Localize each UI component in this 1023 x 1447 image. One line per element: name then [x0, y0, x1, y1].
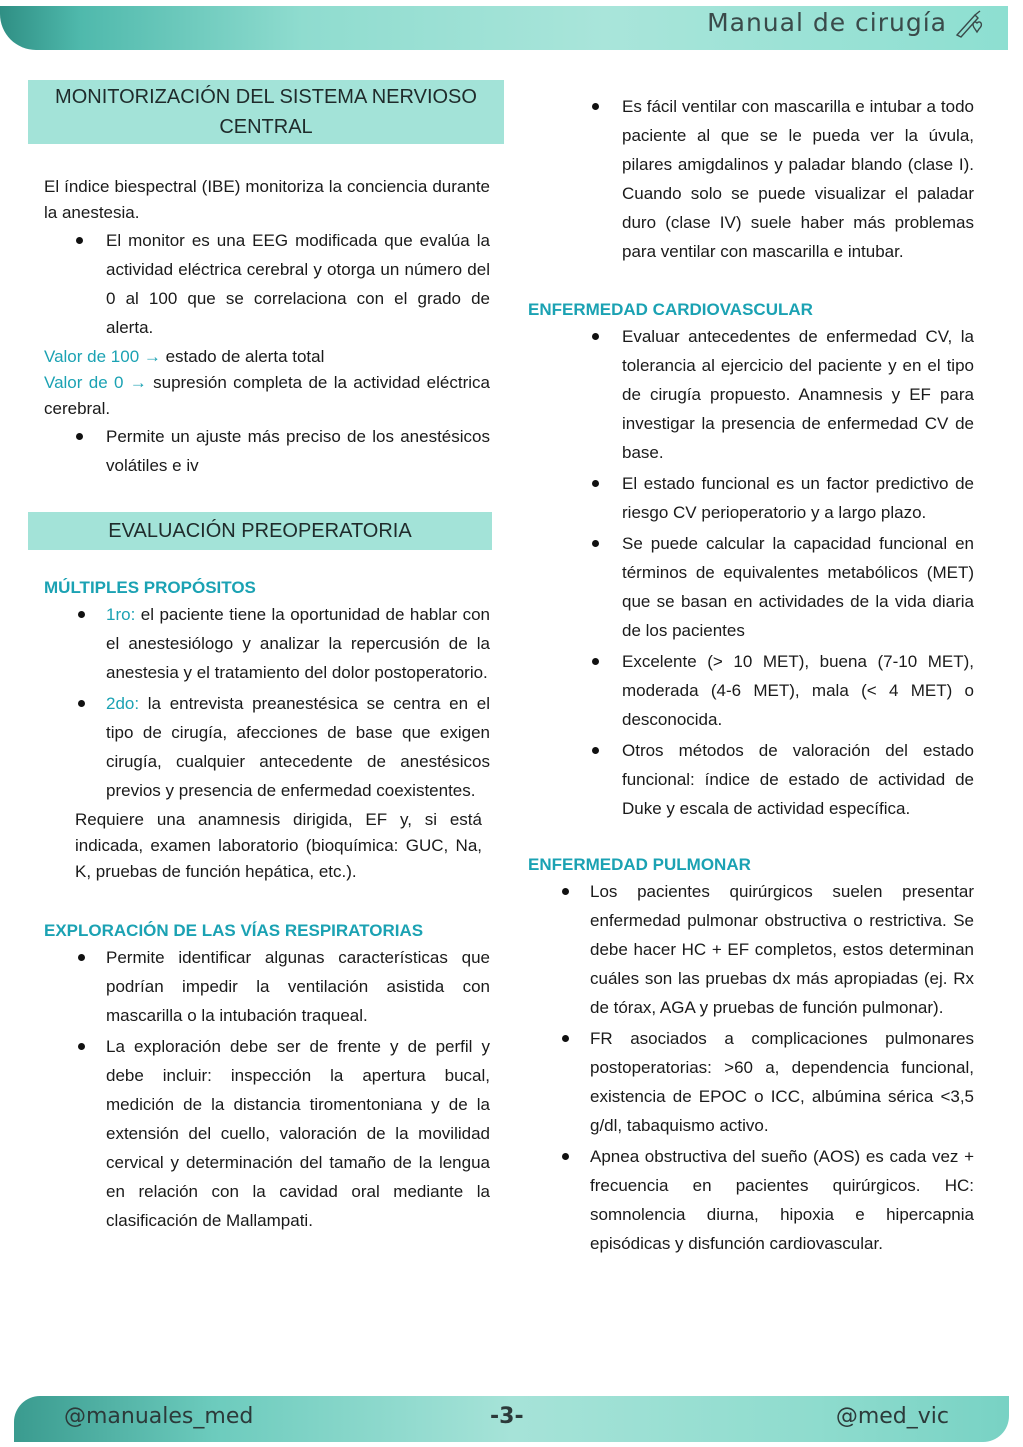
bullet-icon	[76, 433, 83, 440]
list-item	[44, 422, 490, 480]
list-item-text: La exploración debe ser de frente y de perfil y debe incluir: inspección la apertura bucal, medición de la distancia tiromentoniana y de la extensión del cuello, valoración de la movilidad cervical y determinación del tamaño de la lengua en relación con la cavidad oral mediante la clasificación de Mallampati.	[106, 1037, 490, 1230]
list-item	[528, 877, 974, 1022]
list-item	[44, 943, 490, 1030]
list-item-text: El monitor es una EEG modificada que evalúa la actividad eléctrica cerebral y otorga un número del 0 al 100 que se correlaciona con el grado de alerta.	[106, 231, 490, 337]
bullet-icon	[76, 237, 83, 244]
list-item	[44, 689, 490, 805]
subheading-multiples: MÚLTIPLES PROPÓSITOS	[44, 578, 256, 597]
footer-handle-right: @med_vic	[835, 1404, 949, 1429]
valor-0-label: Valor de 0 →	[44, 373, 147, 392]
list-item-text: Evaluar antecedentes de enfermedad CV, la tolerancia al ejercicio del paciente y en el tipo de cirugía propuesto. Anamnesis y EF para investigar la presencia de enfermedad CV de base.	[622, 327, 974, 462]
left-column	[44, 80, 490, 1237]
section-banner-monitorizacion: MONITORIZACIÓN DEL SISTEMA NERVIOSO CENTRAL	[28, 80, 504, 144]
bullet-icon	[78, 954, 85, 961]
valor-0	[44, 370, 490, 422]
list-item	[528, 469, 974, 527]
list-item-text: FR asociados a complicaciones pulmonares postoperatorias: >60 a, dependencia funcional, existencia de EPOC o ICC, albúmina sérica <3,5 g/dl, tabaquismo activo.	[590, 1029, 974, 1135]
bullet-icon	[592, 480, 599, 487]
item-label: 2do:	[106, 694, 140, 713]
bullet-icon	[592, 540, 599, 547]
subheading-vias: EXPLORACIÓN DE LAS VÍAS RESPIRATORIAS	[44, 921, 424, 940]
footer-handle-left: @manuales_med	[64, 1404, 254, 1429]
list-item	[528, 92, 974, 266]
valor-100	[44, 344, 490, 370]
bullet-icon	[78, 1043, 85, 1050]
valor-0-text: supresión completa de la actividad eléctrica cerebral.	[44, 373, 490, 418]
list-item	[44, 226, 490, 342]
list-item	[528, 1024, 974, 1140]
list-item	[44, 600, 490, 687]
list-item	[44, 1032, 490, 1235]
bullet-icon	[592, 333, 599, 340]
bullet-icon	[562, 1035, 569, 1042]
bullet-icon	[78, 700, 85, 707]
bullet-icon	[562, 1153, 569, 1160]
header-title: Manual de cirugía	[707, 8, 947, 37]
ibe-intro: El índice biespectral (IBE) monitoriza la conciencia durante la anestesia.	[44, 177, 490, 222]
list-item	[528, 736, 974, 823]
scalpel-heart-icon	[953, 9, 987, 39]
list-item-text: Excelente (> 10 MET), buena (7-10 MET), moderada (4-6 MET), mala (< 4 MET) o desconocida.	[622, 652, 974, 729]
right-column	[528, 92, 974, 1260]
list-item	[528, 647, 974, 734]
page-number: -3-	[490, 1404, 524, 1429]
valor-100-text: estado de alerta total	[160, 347, 325, 366]
list-item-text: la entrevista preanestésica se centra en el tipo de cirugía, afecciones de base que exigen cirugía, cualquier antecedente de anestésicos previos y presencia de enfermedad coexistentes.	[106, 694, 490, 800]
list-item-text: Se puede calcular la capacidad funcional en términos de equivalentes metabólicos (MET) que se basan en actividades de la vida diaria de los pacientes	[622, 534, 974, 640]
list-item-text: Permite un ajuste más preciso de los anestésicos volátiles e iv	[106, 427, 490, 475]
subheading-cardiovascular: ENFERMEDAD CARDIOVASCULAR	[528, 300, 813, 319]
list-item-text: Permite identificar algunas características que podrían impedir la ventilación asistida con mascarilla o la intubación traqueal.	[106, 948, 490, 1025]
list-item	[528, 322, 974, 467]
list-item-text: Los pacientes quirúrgicos suelen presentar enfermedad pulmonar obstructiva o restrictiva. Se debe hacer HC + EF completos, estos determinan cuáles son las pruebas dx más apropiadas (ej. Rx de tórax, AGA y pruebas de función pulmonar).	[590, 882, 974, 1017]
list-item	[528, 1142, 974, 1258]
list-item-text: Es fácil ventilar con mascarilla e intubar a todo paciente al que se le pueda ver la úvula, pilares amigdalinos y paladar blando (clase I). Cuando solo se puede visualizar el paladar duro (clase IV) suele haber más problemas para ventilar con mascarilla e intubar.	[622, 97, 974, 261]
bullet-icon	[592, 103, 599, 110]
list-item-text: Otros métodos de valoración del estado funcional: índice de estado de actividad de Duke y escala de actividad específica.	[622, 741, 974, 818]
item-label: 1ro:	[106, 605, 136, 624]
bullet-icon	[592, 747, 599, 754]
list-item-text: Apnea obstructiva del sueño (AOS) es cada vez + frecuencia en pacientes quirúrgicos. HC: somnolencia diurna, hipoxia e hipercapnia episódicas y disfunción cardiovascular.	[590, 1147, 974, 1253]
list-item-text: El estado funcional es un factor predictivo de riesgo CV perioperatorio y a largo plazo.	[622, 474, 974, 522]
valor-100-label: Valor de 100 →	[44, 347, 161, 366]
section-banner-evaluacion: EVALUACIÓN PREOPERATORIA	[28, 512, 492, 550]
bullet-icon	[592, 658, 599, 665]
bullet-icon	[562, 888, 569, 895]
subheading-pulmonar: ENFERMEDAD PULMONAR	[528, 855, 751, 874]
requiere-text: Requiere una anamnesis dirigida, EF y, si está indicada, examen laboratorio (bioquímica: GUC, Na, K, pruebas de función hepática, etc.).	[75, 810, 482, 881]
list-item-text: el paciente tiene la oportunidad de hablar con el anestesiólogo y analizar la repercusión de la anestesia y el tratamiento del dolor postoperatorio.	[106, 605, 490, 682]
list-item	[528, 529, 974, 645]
bullet-icon	[78, 611, 85, 618]
